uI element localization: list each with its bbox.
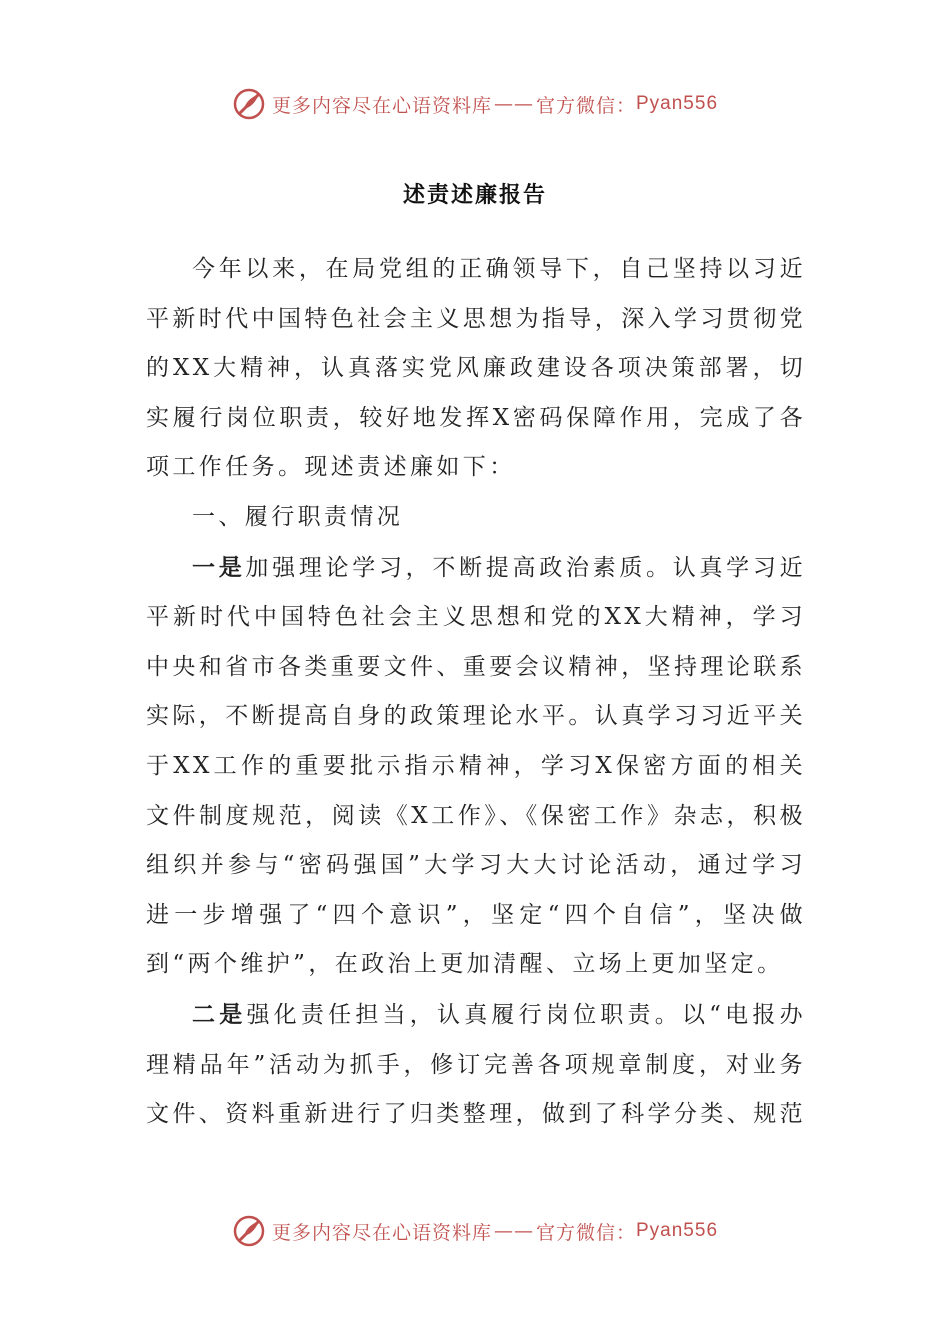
quill-logo-icon bbox=[232, 87, 266, 121]
quill-logo-icon bbox=[232, 1214, 266, 1248]
document-title: 述责述廉报告 bbox=[402, 182, 547, 208]
banner-text: 更多内容尽在心语资料库 bbox=[271, 94, 492, 117]
paragraph-1-lead: 一是 bbox=[192, 553, 246, 581]
banner-separator: —— bbox=[493, 1220, 534, 1242]
paragraph-1-text: 加强理论学习，不断提高政治素质。认真学习近平新时代中国特色社会主义思想和党的XX大精神，学习中央和省市各类重要文件、重要会议精神，坚持理论联系实际，不断提高自身的政策理论水平。认真学习习近平关于XX工作的重要批示指示精神，学习X保密方面的相关文件制度规范，阅读《X工作》、《保密工作》杂志，积极组织并参与“密码强国”大学习大大讨论活动，通过学习进一步增强了“四个意识”，坚定“四个自信”，坚决做到“两个维护”，在政治上更加清醒、立场上更加坚定。 bbox=[146, 554, 806, 978]
banner-wechat-id: Pyan556 bbox=[636, 93, 719, 114]
paragraph-1 bbox=[146, 543, 806, 990]
footer-banner bbox=[0, 1211, 950, 1251]
document-body bbox=[146, 245, 806, 1140]
paragraph-2 bbox=[146, 990, 806, 1140]
header-banner bbox=[0, 84, 950, 124]
paragraph-2-text: 强化责任担当，认真履行岗位职责。以“电报办理精品年”活动为抓手，修订完善各项规章制度，对业务文件、资料重新进行了归类整理，做到了科学分类、规范 bbox=[146, 1001, 806, 1128]
banner-text: 更多内容尽在心语资料库 bbox=[271, 1221, 492, 1244]
banner-separator: —— bbox=[493, 93, 534, 115]
banner-wechat-label: 官方微信： bbox=[535, 94, 636, 117]
intro-paragraph: 今年以来，在局党组的正确领导下，自己坚持以习近平新时代中国特色社会主义思想为指导，深入学习贯彻党的XX大精神，认真落实党风廉政建设各项决策部署，切实履行岗位职责，较好地发挥X密码保障作用，完成了各项工作任务。现述责述廉如下： bbox=[146, 256, 806, 481]
section-heading: 一、履行职责情况 bbox=[192, 503, 404, 530]
banner-wechat-label: 官方微信： bbox=[535, 1221, 636, 1244]
banner-wechat-id: Pyan556 bbox=[636, 1220, 719, 1241]
paragraph-2-lead: 二是 bbox=[192, 1000, 247, 1028]
